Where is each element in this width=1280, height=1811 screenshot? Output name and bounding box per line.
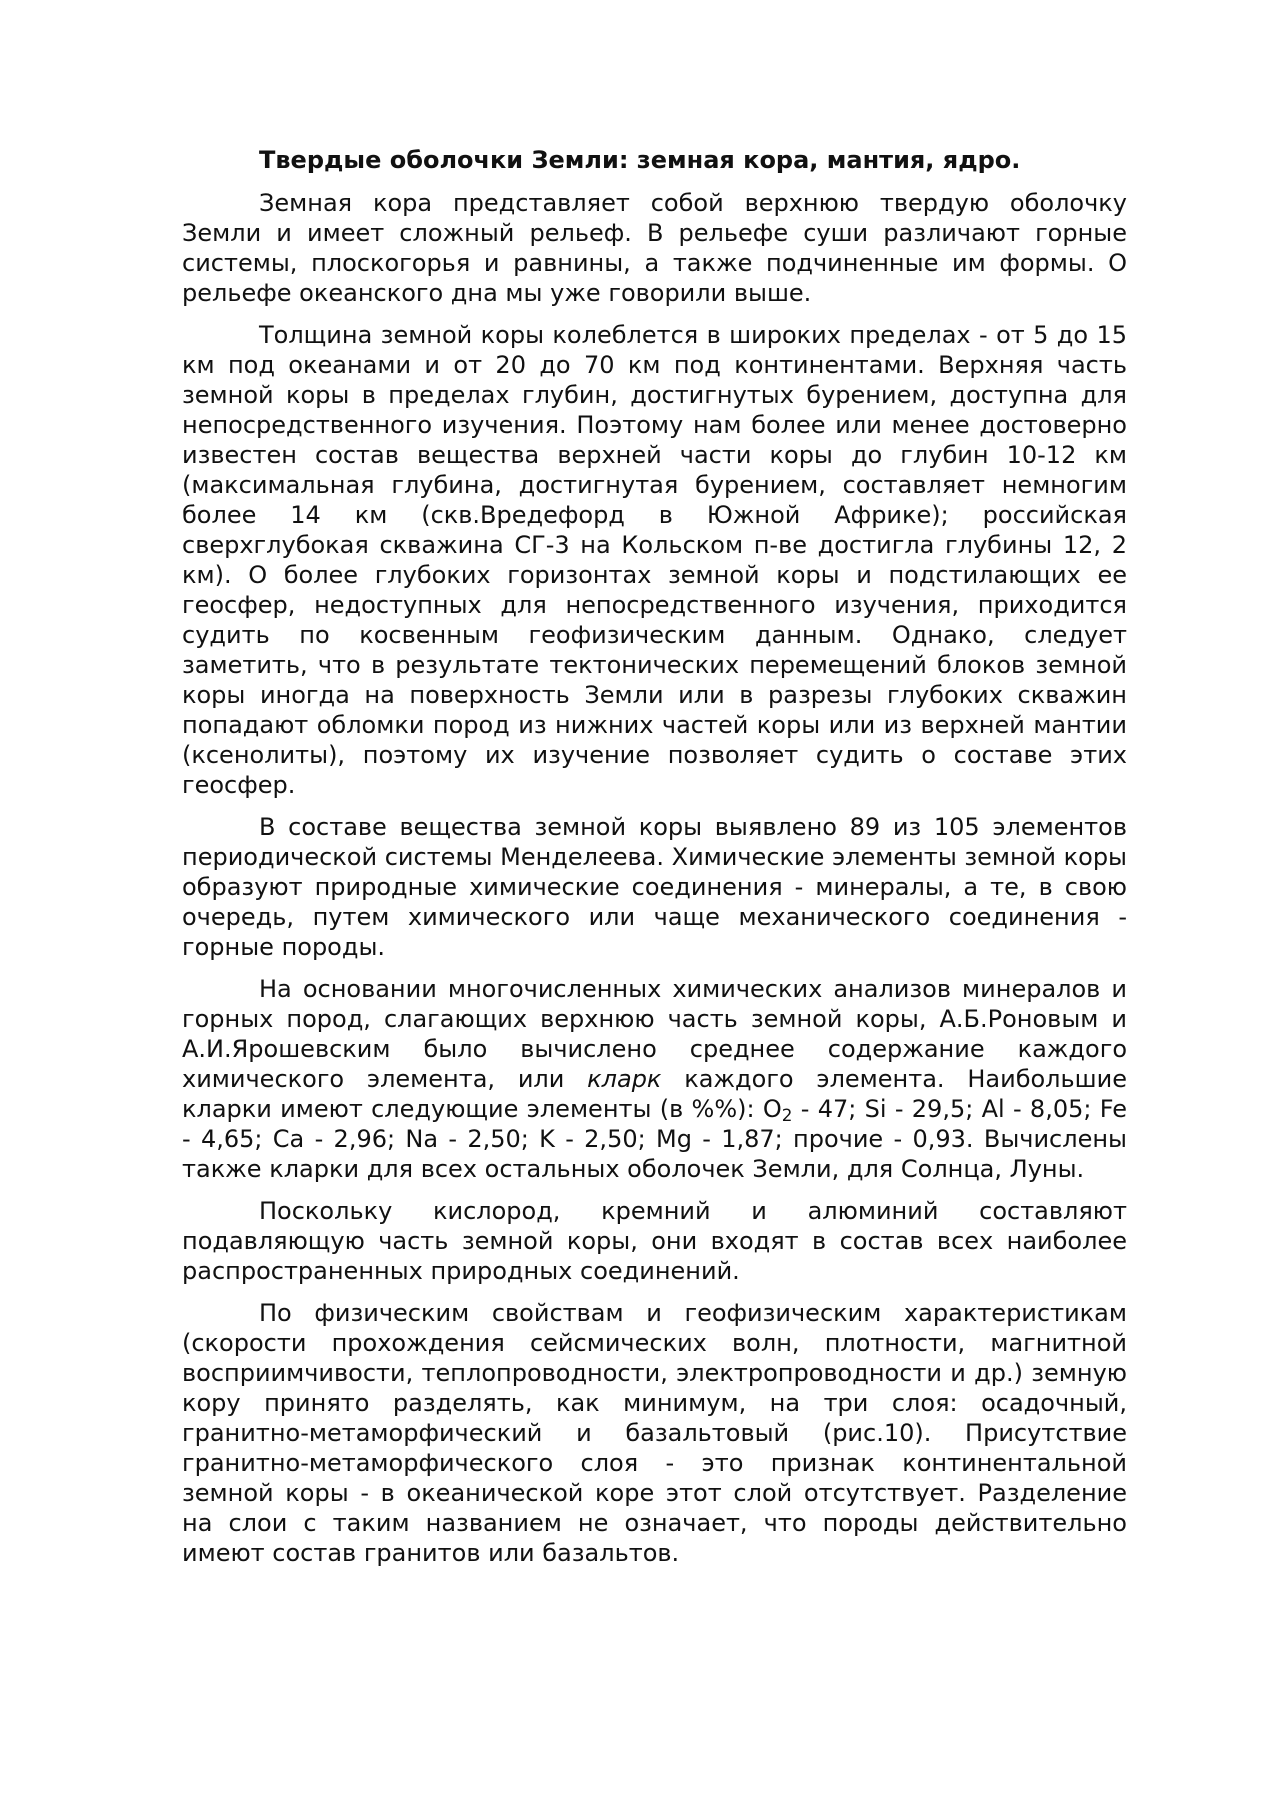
clarke-text-part1: На основании многочисленных химических анализов минералов и горных пород, слагающих верхнюю часть земной коры, А.Б.Роновым и А.И.Ярошевским было вычислено среднее содержание каждого химического элемента, или (182, 975, 1127, 1093)
paragraph-crust-relief: Земная кора представляет собой верхнюю твердую оболочку Земли и имеет сложный рельеф. В рельефе суши различают горные системы, плоскогорья и равнины, а также подчиненные им формы. О рельефе океанского дна мы уже говорили выше. (182, 189, 1127, 307)
paragraph-clarke-values (182, 974, 1127, 1184)
paragraph-crust-thickness: Толщина земной коры колеблется в широких пределах - от 5 до 15 км под океанами и от 20 до 70 км под континентами. Верхняя часть земной коры в пределах глубин, достигнутых бурением, доступна для непосредственного изучения. Поэтому нам более или менее достоверно известен состав вещества верхней части коры до глубин 10-12 км (максимальная глубина, достигнутая бурением, составляет немногим более 14 км (скв.Вредефорд в Южной Африке); российская сверхглубокая скважина СГ-3 на Кольском п-ве достигла глубины 12, 2 км). О более глубоких горизонтах земной коры и подстилающих ее геосфер, недоступных для непосредственного изучения, приходится судить по косвенным геофизическим данным. Однако, следует заметить, что в результате тектонических перемещений блоков земной коры иногда на поверхность Земли или в разрезы глубоких скважин попадают обломки пород из нижних частей коры или из верхней мантии (ксенолиты), поэтому их изучение позволяет судить о составе этих геосфер. (182, 321, 1127, 799)
clarke-text-part3: - 47; Si - 29,5; Al - 8,05; Fe - 4,65; Ca - 2,96; Na - 2,50; K - 2,50; Mg - 1,87; прочие - 0,93. Вычислены также кларки для всех остальных оболочек Земли, для Солнца, Луны. (182, 1095, 1127, 1183)
document-title: Твердые оболочки Земли: земная кора, мантия, ядро. (259, 146, 1021, 174)
paragraph-crust-layers: По физическим свойствам и геофизическим характеристикам (скорости прохождения сейсмических волн, плотности, магнитной восприимчивости, теплопроводности, электропроводности и др.) земную кору принято разделять, как минимум, на три слоя: осадочный, гранитно-метаморфический и базальтовый (рис.10). Присутствие гранитно-метаморфического слоя - это признак континентальной земной коры - в океанической коре этот слой отсутствует. Разделение на слои с таким названием не означает, что породы действительно имеют состав гранитов или базальтов. (182, 1299, 1127, 1567)
clarke-term: кларк (587, 1065, 662, 1093)
oxygen-subscript: 2 (781, 1105, 793, 1126)
document-body (182, 145, 1127, 1568)
paragraph-crust-composition: В составе вещества земной коры выявлено 89 из 105 элементов периодической системы Менделеева. Химические элементы земной коры образуют природные химические соединения - минералы, а те, в свою очередь, путем химического или чаще механического соединения - горные породы. (182, 813, 1127, 961)
paragraph-main-elements: Поскольку кислород, кремний и алюминий составляют подавляющую часть земной коры, они входят в состав всех наиболее распространенных природных соединений. (182, 1197, 1127, 1285)
clarke-text-part2: каждого элемента. Наибольшие кларки имеют следующие элементы (в %%): O (182, 1065, 1127, 1123)
